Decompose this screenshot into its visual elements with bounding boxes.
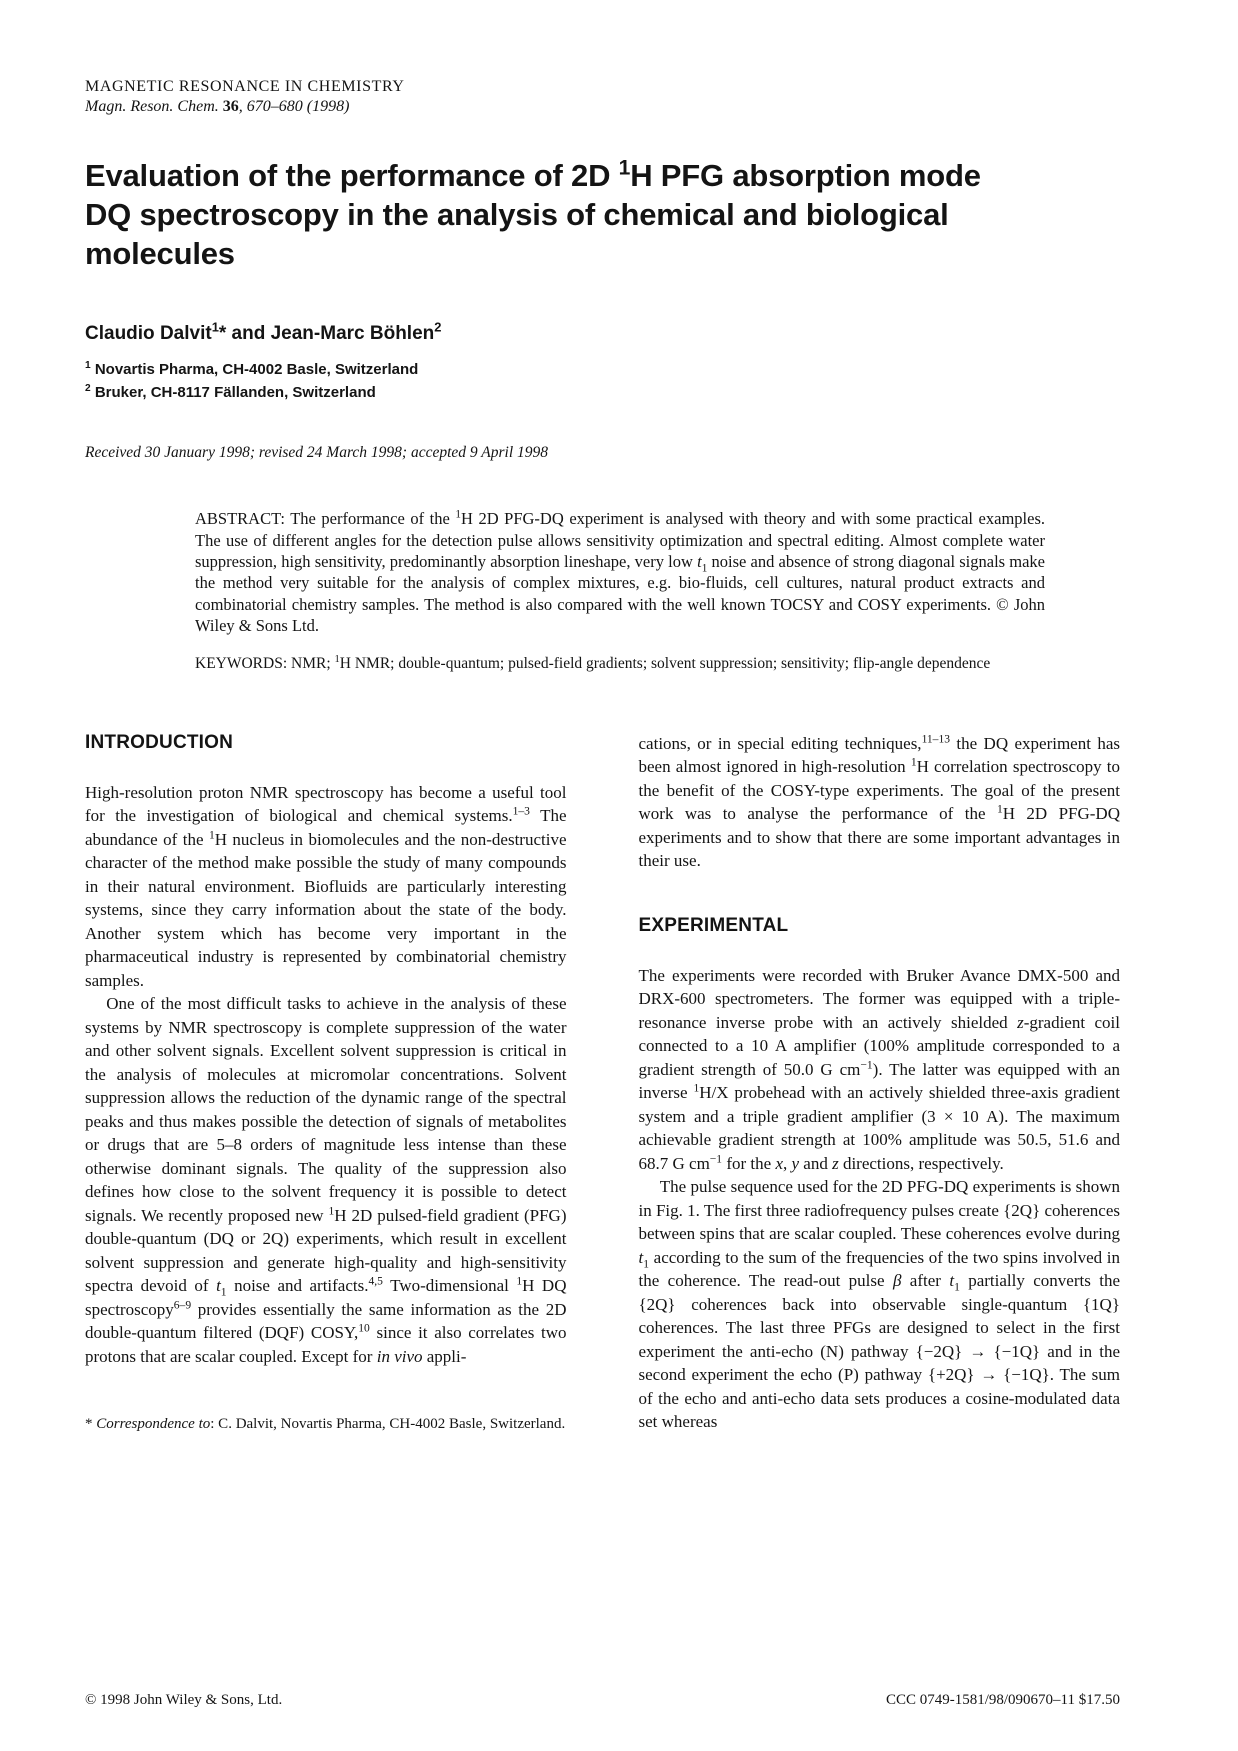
journal-name: MAGNETIC RESONANCE IN CHEMISTRY — [85, 78, 405, 95]
author-line: Claudio Dalvit$^1$* and Jean-Marc Böhlen$^2$ — [85, 319, 442, 345]
article-title: Evaluation of the performance of 2D $^1$H PFG absorption mode DQ spectroscopy in the analysis of chemical and biological molecules — [85, 156, 981, 272]
copyright-notice: © 1998 John Wiley & Sons, Ltd. — [85, 1692, 283, 1708]
page-footer — [85, 1692, 1120, 1709]
journal-header — [85, 78, 1120, 116]
keywords-line: KEYWORDS: NMR; $^1$H NMR; double-quantum; pulsed-field gradients; solvent suppression; sensitivity; flip-angle dependence — [195, 653, 991, 672]
abstract-text: ABSTRACT: The performance of the $^1$H 2D PFG-DQ experiment is analysed with theory and with some practical examples. The use of different angles for the detection pulse allows sensitivity optimization and spectral editing. Almost complete water suppression, high sensitivity, predominantly absorption lineshape, very low $t_1$ noise and absence of strong diagonal signals make the method very suitable for the analysis of complex mixtures, e.g. bio-fluids, cell cultures, natural product extracts and combinatorial chemistry samples. The method is also compared with the well known TOCSY and COSY experiments. © John Wiley & Sons Ltd. — [195, 508, 1046, 636]
correspondence-footnote: * Correspondence to: C. Dalvit, Novartis Pharma, CH-4002 Basle, Switzerland. — [85, 1416, 566, 1433]
introduction-paragraph-2: One of the most difficult tasks to achieve in the analysis of these systems by NMR spectroscopy is complete suppression of the water and other solvent signals. Excellent solvent suppression is critical in the analysis of molecules at micromolar concentrations. Solvent suppression allows the reduction of the dynamic range of the spectral peaks and thus makes possible the detection of signals of metabolites or drugs that are 5–8 orders of magnitude less intense than these otherwise dominant signals. The quality of the suppression also defines how close to the solvent frequency it is possible to detect signals. We recently proposed new $^1$H 2D pulsed-field gradient (PFG) double-quantum (DQ or 2Q) experiments, which result in excellent solvent suppression and generate high-quality and high-sensitivity spectra devoid of $t_1$ noise and artifacts.$^{4,5}$ Two-dimensional $^1$H DQ spectroscopy$^{6-9}$ provides essentially the same information as the 2D double-quantum filtered (DQF) COSY,$^{10}$ since it also correlates two protons that are scalar coupled. Except for in vivo appli- — [85, 994, 567, 1366]
right-column — [639, 732, 1121, 1435]
received-line: Received 30 January 1998; revised 24 March 1998; accepted 9 April 1998 — [85, 444, 549, 462]
introduction-continuation-paragraph: cations, or in special editing techniques,$^{11-13}$ the DQ experiment has been almost ignored in high-resolution $^1$H correlation spectroscopy to the benefit of the COSY-type experiments. The goal of the present work was to analyse the performance of the $^1$H 2D PFG-DQ experiments and to show that there are some important advantages in their use. — [638, 732, 1120, 871]
body-columns — [85, 732, 1120, 1435]
affiliations — [85, 359, 1120, 404]
affiliation-2: $^2$ Bruker, CH-8117 Fällanden, Switzerland — [85, 382, 376, 401]
abstract-block — [195, 508, 1045, 674]
affiliation-1: $^1$ Novartis Pharma, CH-4002 Basle, Switzerland — [85, 360, 419, 379]
experimental-paragraph-1: The experiments were recorded with Bruker Avance DMX-500 and DRX-600 spectrometers. The former was equipped with a triple-resonance inverse probe with an actively shielded z-gradient coil connected to a 10 A amplifier (100% amplitude corresponded to a gradient strength of 50.0 G $cm^{-1}$). The latter was equipped with an inverse $^1$H/X probehead with an actively shielded three-axis gradient system and a triple gradient amplifier (3 × 10 A). The maximum achievable gradient strength at 100% amplitude was 50.5, 51.6 and 68.7 G $cm^{-1}$ for the x, y and z directions, respectively. — [638, 965, 1120, 1173]
introduction-paragraph-1: High-resolution proton NMR spectroscopy has become a useful tool for the investigation of biological and chemical systems.$^{1-3}$ The abundance of the $^1$H nucleus in biomolecules and the non-destructive character of the method make possible the study of many compounds in their natural environment. Biofluids are particularly interesting systems, since they carry information about the state of the body. Another system which has become very important in the pharmaceutical industry is represented by combinatorial chemistry samples. — [85, 782, 567, 990]
journal-citation: Magn. Reson. Chem. 36, 670–680 (1998) — [85, 98, 350, 115]
experimental-paragraph-2: The pulse sequence used for the 2D PFG-DQ experiments is shown in Fig. 1. The first three radiofrequency pulses create {2Q} coherences between spins that are scalar coupled. These coherences evolve during $t_1$ according to the sum of the frequencies of the two spins involved in the coherence. The read-out pulse β after $t_1$ partially converts the {2Q} coherences back into observable single-quantum {1Q} coherences. The last three PFGs are designed to select in the first experiment the anti-echo (N) pathway {−2Q} → {−1Q} and in the second experiment the echo (P) pathway {+2Q} → {−1Q}. The sum of the echo and anti-echo data sets produces a cosine-modulated data set whereas — [638, 1177, 1120, 1432]
ccc-code: CCC 0749-1581/98/090670–11 $17.50 — [885, 1692, 1120, 1708]
section-heading-introduction: INTRODUCTION — [85, 731, 234, 753]
left-column — [85, 732, 567, 1435]
section-heading-experimental: EXPERIMENTAL — [638, 914, 789, 936]
